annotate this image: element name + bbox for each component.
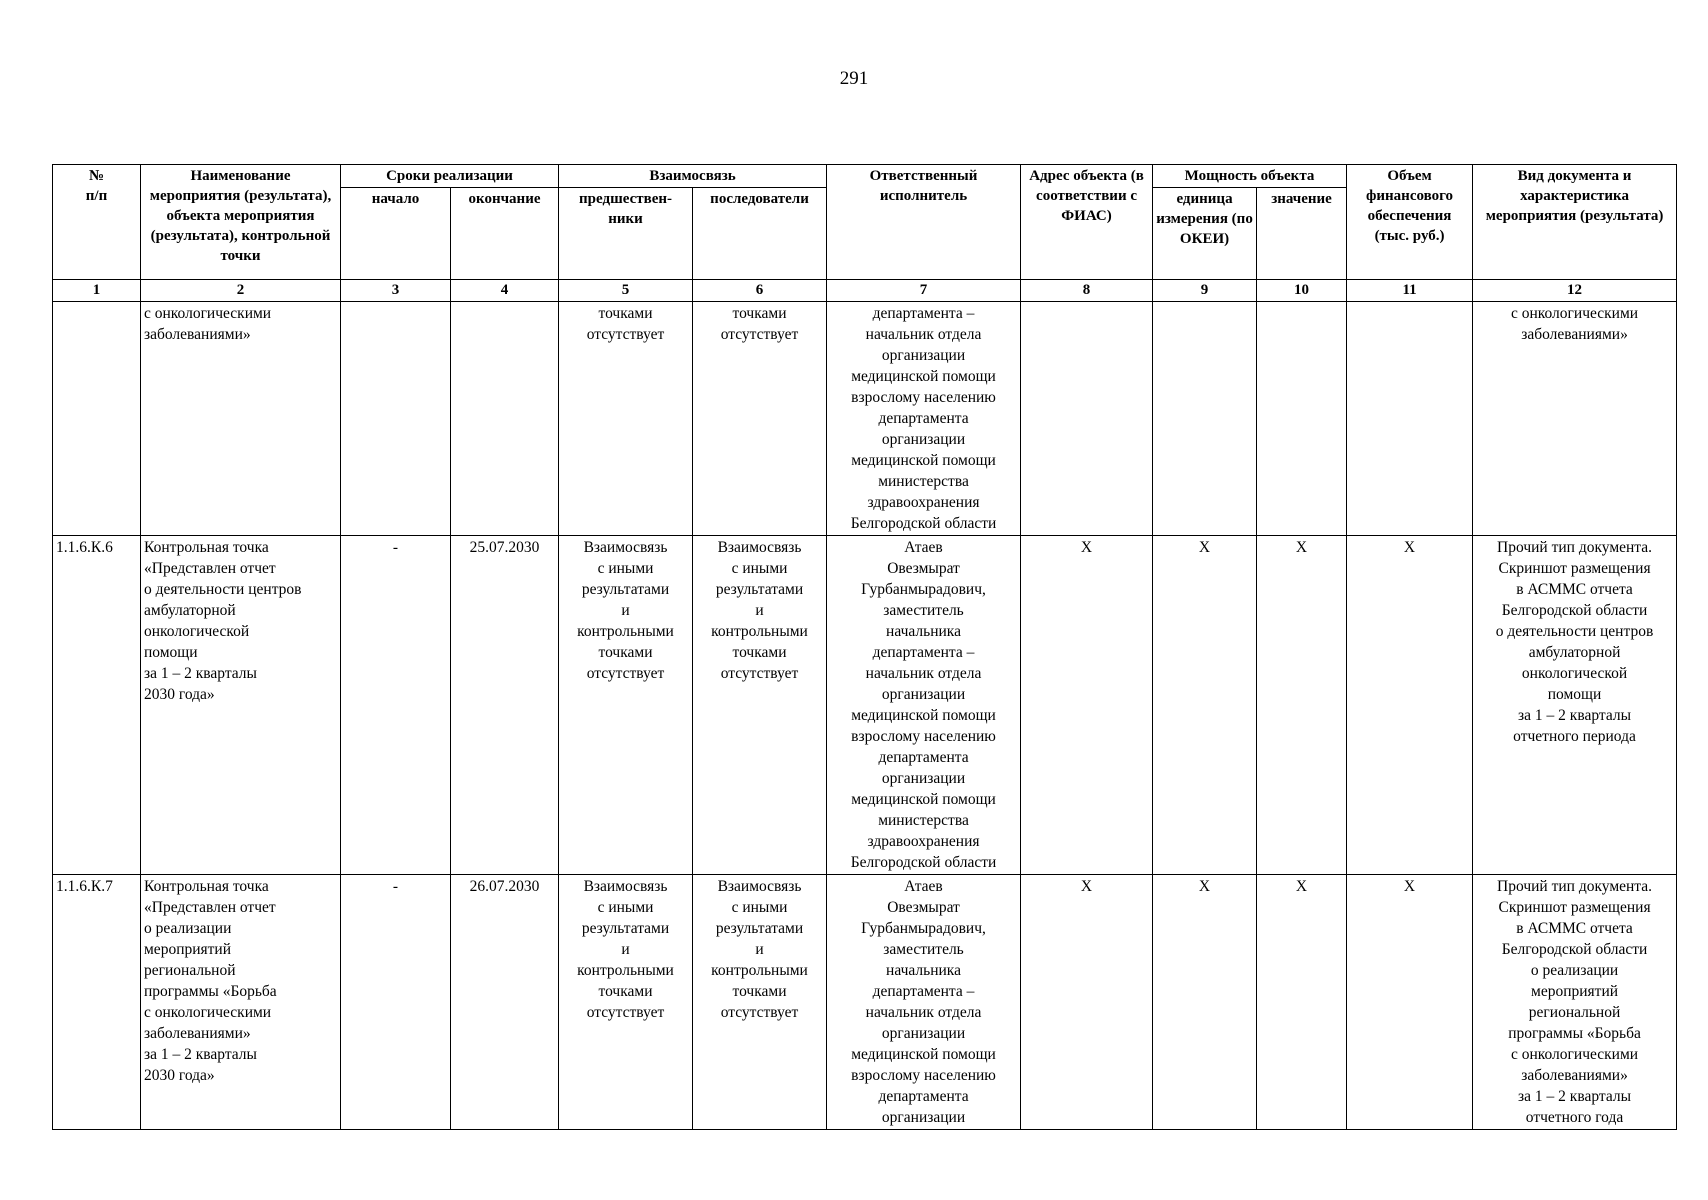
activities-table [52, 164, 1677, 1130]
column-number: 12 [1473, 280, 1677, 302]
cell-num: 1.1.6.К.6 [53, 536, 141, 875]
header-successors: последователи [693, 188, 827, 280]
header-relation: Взаимосвязь [559, 165, 827, 188]
header-responsible: Ответственный исполнитель [827, 165, 1021, 280]
cell-predecessors: Взаимосвязь с иными результатами и контрольными точками отсутствует [559, 875, 693, 1130]
header-start: начало [341, 188, 451, 280]
cell-address: Х [1021, 536, 1153, 875]
column-number: 2 [141, 280, 341, 302]
cell-value: Х [1257, 536, 1347, 875]
column-number: 1 [53, 280, 141, 302]
cell-num: 1.1.6.К.7 [53, 875, 141, 1130]
table-row [53, 302, 1677, 536]
cell-doc: с онкологическими заболеваниями» [1473, 302, 1677, 536]
cell-responsible: департамента – начальник отдела организации медицинской помощи взрослому населению департамента организации медицинской помощи министерства здравоохранения Белгородской области [827, 302, 1021, 536]
cell-funding [1347, 302, 1473, 536]
table-row [53, 875, 1677, 1130]
column-number: 11 [1347, 280, 1473, 302]
cell-unit [1153, 302, 1257, 536]
header-funding: Объем финансового обеспечения (тыс. руб.) [1347, 165, 1473, 280]
column-number: 5 [559, 280, 693, 302]
cell-responsible: Атаев Овезмырат Гурбанмырадович, заместитель начальника департамента – начальник отдела организации медицинской помощи взрослому населению департамента организации медицинской помощи министерства здравоохранения Белгородской области [827, 536, 1021, 875]
cell-value: Х [1257, 875, 1347, 1130]
column-number: 4 [451, 280, 559, 302]
cell-start: - [341, 875, 451, 1130]
header-capacity: Мощность объекта [1153, 165, 1347, 188]
cell-funding: Х [1347, 875, 1473, 1130]
cell-responsible: Атаев Овезмырат Гурбанмырадович, заместитель начальника департамента – начальник отдела организации медицинской помощи взрослому населению департамента организации [827, 875, 1021, 1130]
cell-funding: Х [1347, 536, 1473, 875]
cell-unit: Х [1153, 536, 1257, 875]
column-number: 8 [1021, 280, 1153, 302]
cell-end: 25.07.2030 [451, 536, 559, 875]
cell-value [1257, 302, 1347, 536]
header-row-1 [53, 165, 1677, 188]
page-number: 291 [839, 68, 869, 89]
column-number: 7 [827, 280, 1021, 302]
header-doc: Вид документа и характеристика мероприятия (результата) [1473, 165, 1677, 280]
cell-name: Контрольная точка «Представлен отчет о реализации мероприятий региональной программы «Борьба с онкологическими заболеваниями» за 1 – 2 кварталы 2030 года» [141, 875, 341, 1130]
cell-start: - [341, 536, 451, 875]
cell-name: Контрольная точка «Представлен отчет о деятельности центров амбулаторной онкологической помощи за 1 – 2 кварталы 2030 года» [141, 536, 341, 875]
cell-address: Х [1021, 875, 1153, 1130]
table-row [53, 536, 1677, 875]
cell-doc: Прочий тип документа. Скриншот размещения в АСММС отчета Белгородской области о реализации мероприятий региональной программы «Борьба с онкологическими заболеваниями» за 1 – 2 кварталы отчетного года [1473, 875, 1677, 1130]
header-num: № п/п [53, 165, 141, 280]
header-name: Наименование мероприятия (результата), объекта мероприятия (результата), контрольной точки [141, 165, 341, 280]
cell-predecessors: Взаимосвязь с иными результатами и контрольными точками отсутствует [559, 536, 693, 875]
header-address: Адрес объекта (в соответствии с ФИАС) [1021, 165, 1153, 280]
cell-end: 26.07.2030 [451, 875, 559, 1130]
cell-end [451, 302, 559, 536]
cell-predecessors: точками отсутствует [559, 302, 693, 536]
cell-start [341, 302, 451, 536]
column-number-row [53, 280, 1677, 302]
cell-name: с онкологическими заболеваниями» [141, 302, 341, 536]
cell-num [53, 302, 141, 536]
column-number: 10 [1257, 280, 1347, 302]
column-number: 6 [693, 280, 827, 302]
cell-doc: Прочий тип документа. Скриншот размещения в АСММС отчета Белгородской области о деятельности центров амбулаторной онкологической помощи за 1 – 2 кварталы отчетного периода [1473, 536, 1677, 875]
cell-successors: Взаимосвязь с иными результатами и контрольными точками отсутствует [693, 536, 827, 875]
cell-address [1021, 302, 1153, 536]
cell-successors: точками отсутствует [693, 302, 827, 536]
column-number: 9 [1153, 280, 1257, 302]
header-end: окончание [451, 188, 559, 280]
header-predecessors: предшествен-ники [559, 188, 693, 280]
header-value: значение [1257, 188, 1347, 280]
cell-unit: Х [1153, 875, 1257, 1130]
header-unit: единица измерения (по ОКЕИ) [1153, 188, 1257, 280]
header-timing: Сроки реализации [341, 165, 559, 188]
cell-successors: Взаимосвязь с иными результатами и контрольными точками отсутствует [693, 875, 827, 1130]
column-number: 3 [341, 280, 451, 302]
